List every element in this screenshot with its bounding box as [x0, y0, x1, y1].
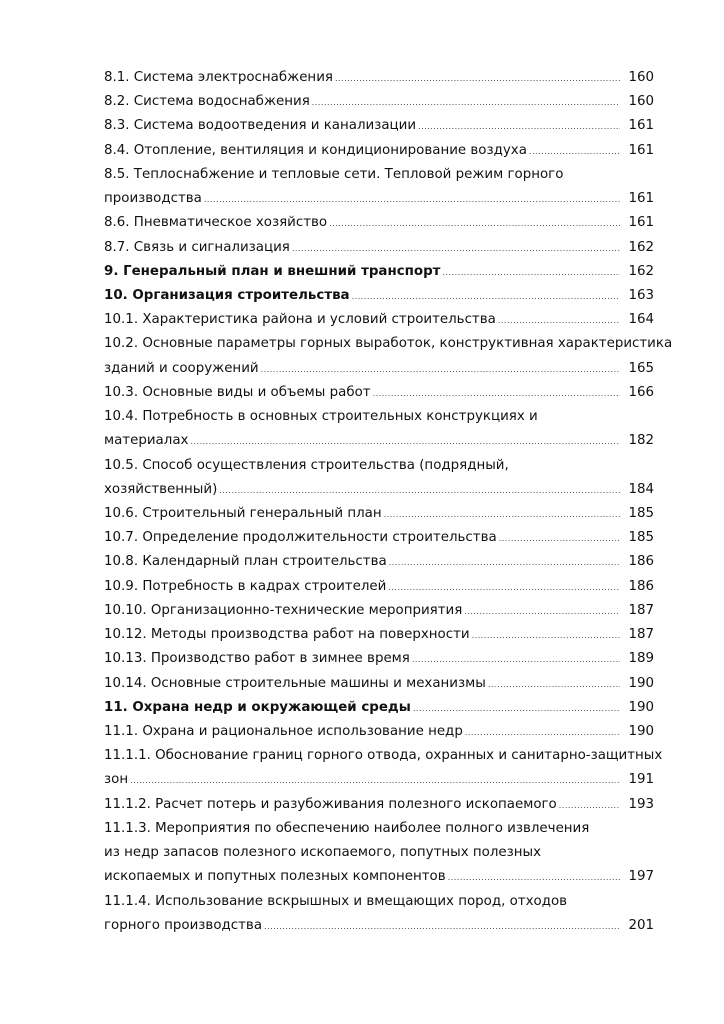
toc-entry-line: [104, 381, 654, 405]
toc-page-number: 190: [628, 699, 654, 715]
toc-entry-title: из недр запасов полезного ископаемого, попутных полезных: [104, 845, 542, 860]
toc-entry-title: 10.14. Основные строительные машины и механизмы: [104, 675, 486, 691]
dot-leader: [384, 503, 620, 527]
toc-page-number: 186: [628, 554, 654, 570]
toc-entry-line: [104, 575, 654, 599]
dot-leader: [413, 697, 620, 721]
toc-entry-title: 10.12. Методы производства работ на поверхности: [104, 627, 470, 643]
toc-page-number: 162: [628, 263, 654, 279]
toc-entry-title: 11.1.4. Использование вскрышных и вмещающих пород, отходов: [104, 893, 568, 909]
toc-page-number: 185: [628, 530, 654, 546]
dot-leader: [499, 527, 620, 551]
toc-section-line: [104, 696, 654, 720]
toc-page-number: 161: [628, 191, 654, 207]
toc-entry-line: [104, 914, 654, 938]
toc-entry-line: [104, 66, 654, 90]
dot-leader: [335, 67, 620, 91]
dot-leader: [418, 115, 620, 139]
toc-entry-title: 11. Охрана недр и окружающей среды: [104, 699, 411, 715]
toc-entry-line: [104, 623, 654, 647]
toc-page-number: 185: [628, 506, 654, 521]
dot-leader: [190, 430, 620, 454]
dot-leader: [559, 794, 620, 818]
toc-page-number: 182: [628, 433, 654, 449]
toc-section-line: [104, 284, 654, 308]
toc-entry-line: [104, 211, 654, 235]
toc-page-number: 165: [628, 360, 654, 376]
toc-entry-title: 9. Генеральный план и внешний транспорт: [104, 263, 441, 279]
dot-leader: [488, 673, 620, 697]
toc-section-line: [104, 260, 654, 284]
toc-entry-line: [104, 672, 654, 696]
toc-entry-line: [104, 332, 673, 356]
toc-entry-line: [104, 793, 654, 817]
toc-entry-line: [104, 308, 654, 332]
toc-page-number: 161: [628, 118, 654, 134]
toc-entry-line: [104, 187, 654, 211]
toc-entry-line: [104, 817, 654, 841]
toc-entry-title: 8.6. Пневматическое хозяйство: [104, 215, 328, 231]
toc-entry-line: [104, 647, 654, 671]
dot-leader: [442, 261, 620, 285]
dot-leader: [464, 600, 620, 624]
dot-leader: [498, 309, 620, 333]
dot-leader: [261, 358, 620, 382]
toc-page-number: 184: [628, 481, 654, 497]
toc-entry-title: 11.1.2. Расчет потерь и разубоживания полезного ископаемого: [104, 796, 557, 812]
toc-entry-line: [104, 114, 654, 138]
toc-entry-line: [104, 139, 654, 163]
toc-entry-title: горного производства: [104, 917, 263, 933]
toc-page-number: 187: [628, 602, 654, 618]
toc-entry-title: 10.13. Производство работ в зимнее время: [104, 651, 410, 667]
toc-page-number: 161: [628, 142, 654, 158]
dot-leader: [389, 551, 620, 575]
toc-page-number: 160: [628, 94, 654, 110]
toc-entry-title: 8.4. Отопление, вентиляция и кондиционирование воздуха: [104, 142, 527, 158]
toc-entry-title: 10.7. Определение продолжительности строительства: [104, 530, 497, 546]
toc-entry-title: 10.9. Потребность в кадрах строителей: [104, 578, 387, 594]
toc-entry-title: 8.5. Теплоснабжение и тепловые сети. Тепловой режим горного: [104, 166, 564, 182]
toc-page-number: 201: [628, 917, 654, 933]
dot-leader: [312, 91, 620, 115]
dot-leader: [292, 237, 620, 261]
dot-leader: [388, 576, 620, 600]
toc-entry-line: [104, 720, 654, 744]
toc-entry-line: [104, 478, 654, 502]
dot-leader: [373, 382, 620, 406]
toc-entry-title: 10.4. Потребность в основных строительных конструкциях и: [104, 409, 538, 425]
dot-leader: [219, 479, 620, 503]
toc-entry-line: [104, 599, 654, 623]
toc-entry-title: 11.1. Охрана и рациональное использование недр: [104, 723, 463, 739]
toc-entry-line: [104, 744, 663, 768]
toc-entry-title: материалах: [104, 433, 189, 449]
toc-entry-title: производства: [104, 191, 202, 207]
toc-entry-title: 8.3. Система водоотведения и канализации: [104, 118, 417, 134]
toc-entry-title: 8.7. Связь и сигнализация: [104, 239, 290, 255]
toc-entry-title: ископаемых и попутных полезных компонентов: [104, 869, 446, 885]
toc-entry-title: 10.1. Характеристика района и условий строительства: [104, 312, 496, 328]
toc-entry-title: 10. Организация строительства: [104, 288, 350, 303]
toc-entry-title: 10.3. Основные виды и объемы работ: [104, 384, 371, 400]
toc-entry-title: 11.1.3. Мероприятия по обеспечению наиболее полного извлечения: [104, 820, 590, 836]
toc-page-number: 193: [628, 796, 654, 812]
toc-page-number: 161: [628, 215, 654, 231]
toc-entry-title: 10.6. Строительный генеральный план: [104, 506, 382, 521]
dot-leader: [412, 648, 620, 672]
toc-page-number: 186: [628, 578, 654, 594]
dot-leader: [529, 140, 620, 164]
toc-entry-title: 10.10. Организационно-технические мероприятия: [104, 602, 463, 618]
toc-entry-title: хозяйственный): [104, 481, 218, 497]
toc-entry-line: [104, 454, 654, 478]
toc-page-number: 191: [628, 772, 654, 788]
dot-leader: [352, 285, 620, 309]
dot-leader: [204, 188, 620, 212]
toc-entry-title: зданий и сооружений: [104, 360, 259, 376]
toc-entry-line: [104, 890, 654, 914]
toc-page-number: 187: [628, 627, 654, 643]
toc-entry-line: [104, 163, 654, 187]
toc-page-number: 164: [628, 312, 654, 328]
toc-entry-line: [104, 236, 654, 260]
dot-leader: [329, 212, 620, 236]
toc-entry-title: 8.1. Система электроснабжения: [104, 70, 333, 85]
toc-entry-title: 10.5. Способ осуществления строительства (подрядный,: [104, 457, 509, 473]
dot-leader: [472, 624, 620, 648]
toc-entry-title: 10.2. Основные параметры горных выработок, конструктивная характеристика: [104, 336, 673, 352]
toc-page-number: 190: [628, 723, 654, 739]
dot-leader: [448, 866, 620, 890]
toc-page-number: 160: [628, 70, 654, 85]
toc-page-number: 190: [628, 675, 654, 691]
dot-leader: [130, 769, 620, 793]
toc-entry-title: 10.8. Календарный план строительства: [104, 554, 387, 570]
dot-leader: [465, 721, 620, 745]
toc-page-number: 163: [628, 288, 654, 303]
toc-entry-line: [104, 357, 654, 381]
dot-leader: [264, 915, 620, 939]
toc-entry-line: [104, 429, 654, 453]
toc-entry-line: [104, 768, 654, 792]
toc-entry-line: [104, 90, 654, 114]
toc-entry-title: 8.2. Система водоснабжения: [104, 94, 310, 110]
toc-page-number: 166: [628, 384, 654, 400]
toc-entry-line: [104, 502, 654, 526]
toc-entry-title: зон: [104, 772, 129, 788]
toc-page-number: 162: [628, 239, 654, 255]
toc-entry-title: 11.1.1. Обоснование границ горного отвода, охранных и санитарно-защитных: [104, 748, 663, 764]
toc-entry-line: [104, 841, 654, 865]
toc-entry-line: [104, 865, 654, 889]
toc-entry-line: [104, 405, 654, 429]
toc-entry-line: [104, 526, 654, 550]
toc-page-number: 189: [628, 651, 654, 667]
toc-page-number: 197: [628, 869, 654, 885]
toc-entry-line: [104, 550, 654, 574]
